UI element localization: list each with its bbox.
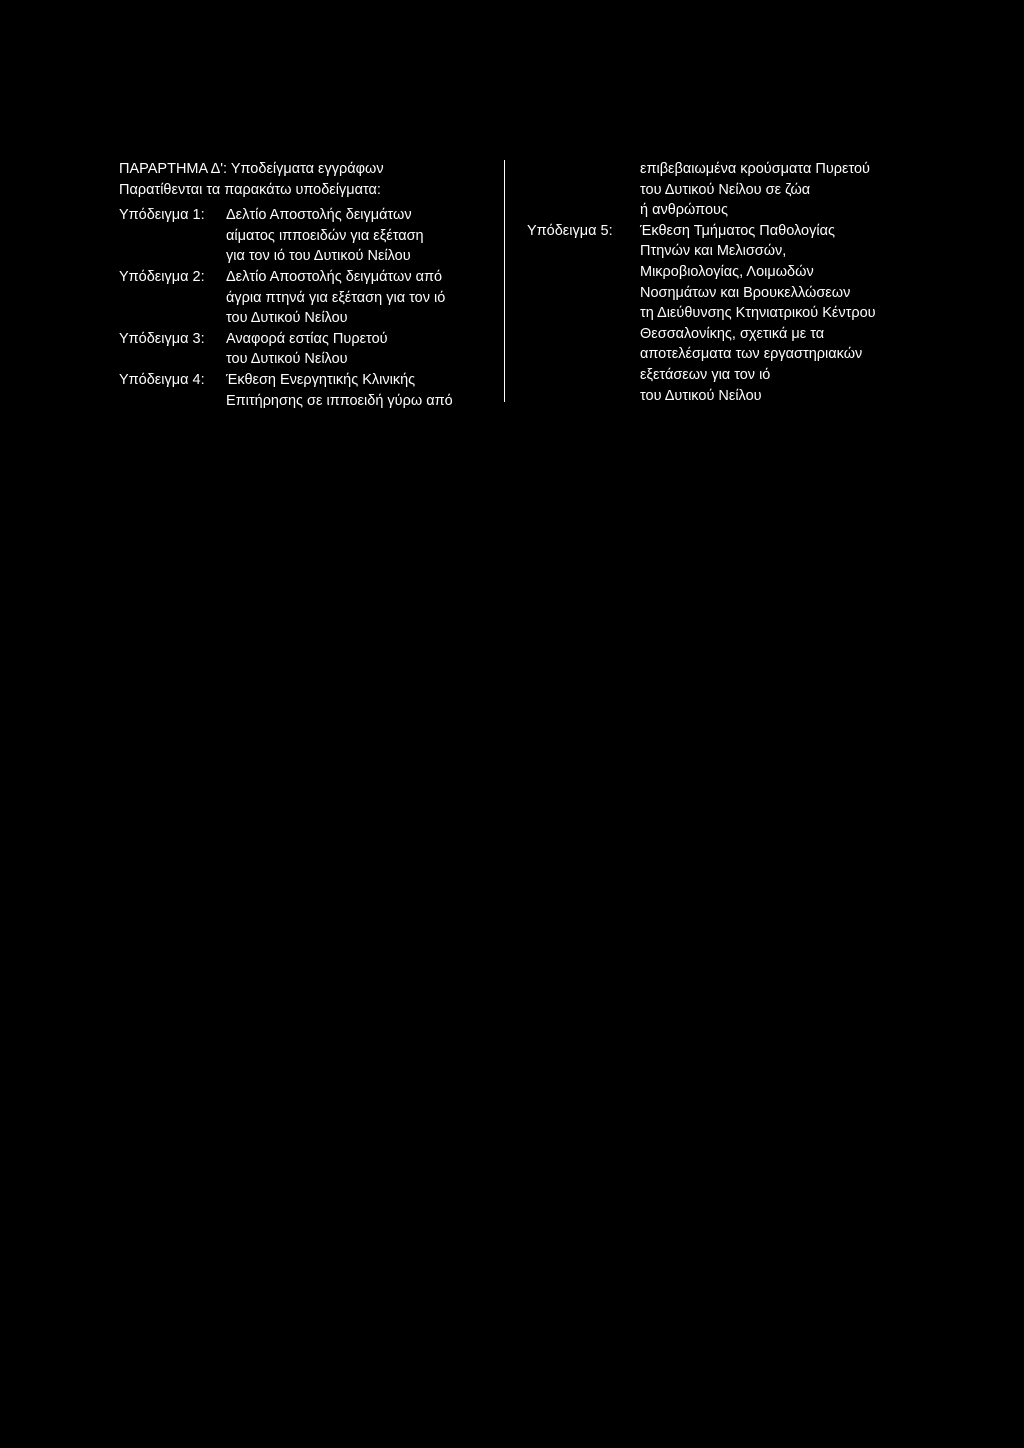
template-description xyxy=(226,267,489,329)
template-4-continuation xyxy=(527,159,917,221)
description-line: αποτελέσματα των εργαστηριακών xyxy=(640,346,863,363)
right-column xyxy=(527,159,917,406)
template-label: Υπόδειγμα 2: xyxy=(119,268,205,285)
description-line: εξετάσεων για τον ιό xyxy=(640,366,771,383)
template-description xyxy=(640,221,917,406)
column-divider xyxy=(504,160,505,402)
description-line: του Δυτικού Νείλου xyxy=(226,310,348,327)
template-label: Υπόδειγμα 1: xyxy=(119,207,205,224)
template-description xyxy=(226,329,489,370)
description-line: του Δυτικού Νείλου xyxy=(226,351,348,368)
template-description xyxy=(226,205,489,267)
description-line: ή ανθρώπους xyxy=(640,202,728,219)
appendix-intro: Παρατίθενται τα παρακάτω υποδείγματα: xyxy=(119,181,381,198)
description-line: Έκθεση Τμήματος Παθολογίας xyxy=(640,222,835,239)
description-line: Έκθεση Ενεργητικής Κλινικής xyxy=(226,371,416,388)
description-line: επιβεβαιωμένα κρούσματα Πυρετού xyxy=(640,161,870,177)
description-line: Πτηνών και Μελισσών, xyxy=(640,243,787,260)
appendix-title: ΠΑΡΑΡΤΗΜΑ Δ': Υποδείγματα εγγράφων xyxy=(119,161,384,177)
description-line: τη Διεύθυνσης Κτηνιατρικού Κέντρου xyxy=(640,305,876,322)
description-line: Αναφορά εστίας Πυρετού xyxy=(226,330,388,347)
template-item-4 xyxy=(119,370,489,411)
template-description xyxy=(226,370,489,411)
template-item-1 xyxy=(119,205,489,267)
description-line: Νοσημάτων και Βρουκελλώσεων xyxy=(640,284,851,301)
description-line: αίματος ιπποειδών για εξέταση xyxy=(226,227,424,244)
template-label: Υπόδειγμα 4: xyxy=(119,371,205,388)
description-line: Θεσσαλονίκης, σχετικά με τα xyxy=(640,325,825,342)
description-line: Δελτίο Αποστολής δειγμάτων από xyxy=(226,268,443,285)
template-label: Υπόδειγμα 5: xyxy=(527,222,613,239)
template-item-3 xyxy=(119,329,489,370)
description-line: του Δυτικού Νείλου xyxy=(640,387,762,404)
appendix-header xyxy=(119,159,489,200)
template-item-5 xyxy=(527,221,917,406)
description-line: Δελτίο Αποστολής δειγμάτων xyxy=(226,207,412,224)
description-line: Επιτήρησης σε ιπποειδή γύρω από xyxy=(226,392,453,409)
template-item-2 xyxy=(119,267,489,329)
description-line: άγρια πτηνά για εξέταση για τον ιό xyxy=(226,289,446,306)
description-line: για τον ιό του Δυτικού Νείλου xyxy=(226,248,411,265)
description-line: του Δυτικού Νείλου σε ζώα xyxy=(640,181,811,198)
template-label: Υπόδειγμα 3: xyxy=(119,330,205,347)
description-line: Μικροβιολογίας, Λοιμωδών xyxy=(640,263,814,280)
left-column xyxy=(119,159,489,411)
